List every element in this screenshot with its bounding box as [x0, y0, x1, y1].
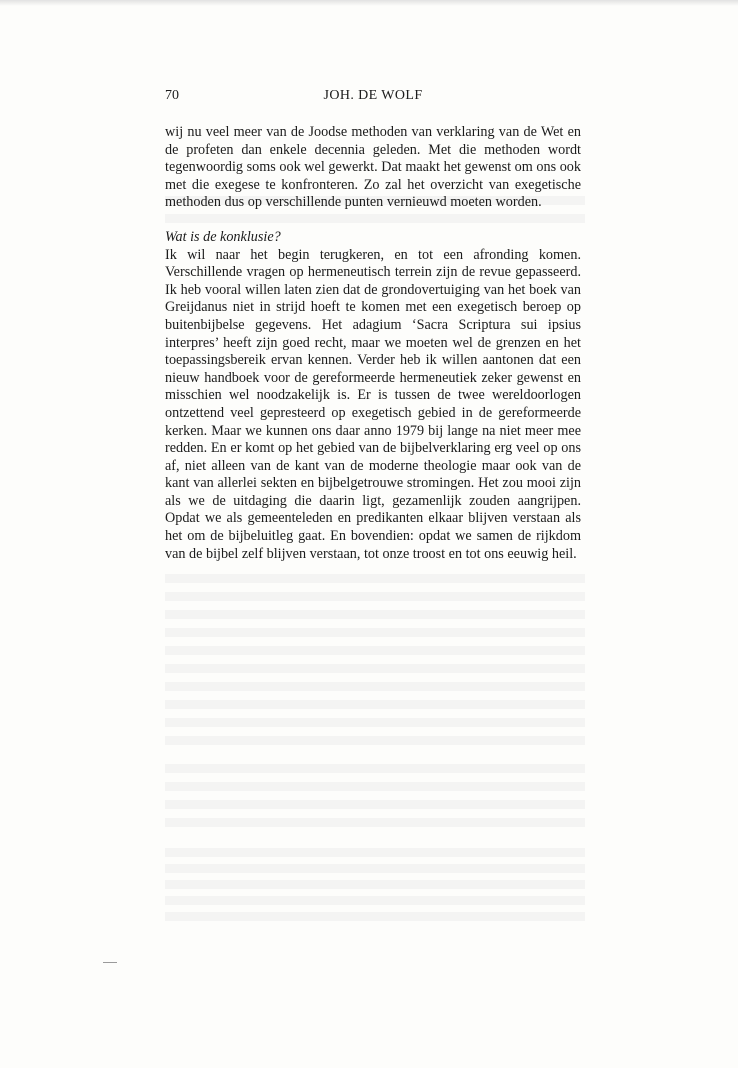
- show-through-line: [165, 700, 585, 709]
- paragraph: wij nu veel meer van de Joodse methoden van verklaring van de Wet en de profeten dan enkele decennia geleden. Met die methoden wordt tegenwoordig soms ook wel gewerkt. Dat maakt het gewenst om ons ook met die exegese te konfronteren. Zo zal het overzicht van exegetische methoden dus op verschillende punten vernieuwd moeten worden.: [165, 124, 581, 211]
- body-text: [165, 124, 581, 563]
- show-through-line: [165, 682, 585, 691]
- show-through-line: [165, 800, 585, 809]
- page-header: [165, 88, 581, 108]
- show-through-line: [165, 592, 585, 601]
- scan-edge: [0, 0, 738, 6]
- show-through-line: [165, 646, 585, 655]
- paragraph: Ik wil naar het begin terugkeren, en tot een afronding komen. Verschillende vragen op hermeneutisch terrein zijn de revue gepasseerd. Ik heb vooral willen laten zien dat de grondovertuiging van het boek van Greijdanus niet in strijd hoeft te komen met een exegetisch beroep op buitenbijbelse gegevens. Het adagium ‘Sacra Scriptura sui ipsius interpres’ heeft zijn goed recht, maar we moeten wel de grenzen en het toepassingsbereik ervan kennen. Verder heb ik willen aantonen dat een nieuw handboek voor de gereformeerde hermeneutiek zeker gewenst en misschien wel noodzakelijk is. Er is tussen de twee wereldoorlogen ontzettend veel gepresteerd op exegetisch gebied in de gereformeerde kerken. Maar we kunnen ons daar anno 1979 bij lange na niet meer mee redden. En er komt op het gebied van de bijbelverklaring erg veel op ons af, niet alleen van de kant van de moderne theologie maar ook van de kant van allerlei sekten en bijbelgetrouwe stromingen. Het zou mooi zijn als we de uitdaging die daarin ligt, gezamenlijk zouden aangrijpen. Opdat we als gemeenteleden en predikanten elkaar blijven verstaan als het om de bijbeluitleg gaat. En bovendien: opdat we samen de rijkdom van de bijbel zelf blijven verstaan, tot onze troost en tot ons eeuwig heil.: [165, 246, 581, 562]
- show-through-line: [165, 782, 585, 791]
- show-through-line: [165, 864, 585, 873]
- show-through-line: [165, 896, 585, 905]
- show-through-line: [165, 880, 585, 889]
- show-through-line: [165, 818, 585, 827]
- page-number: 70: [165, 88, 179, 103]
- show-through-line: [165, 764, 585, 773]
- show-through-line: [165, 574, 585, 583]
- show-through-line: [165, 736, 585, 745]
- show-through-line: [165, 912, 585, 921]
- show-through-line: [165, 664, 585, 673]
- show-through-line: [165, 718, 585, 727]
- show-through-line: [165, 610, 585, 619]
- show-through-line: [165, 848, 585, 857]
- section-heading: Wat is de konklusie?: [165, 228, 281, 245]
- running-head: JOH. DE WOLF: [323, 88, 423, 103]
- show-through-line: [165, 628, 585, 637]
- margin-mark: [103, 962, 117, 963]
